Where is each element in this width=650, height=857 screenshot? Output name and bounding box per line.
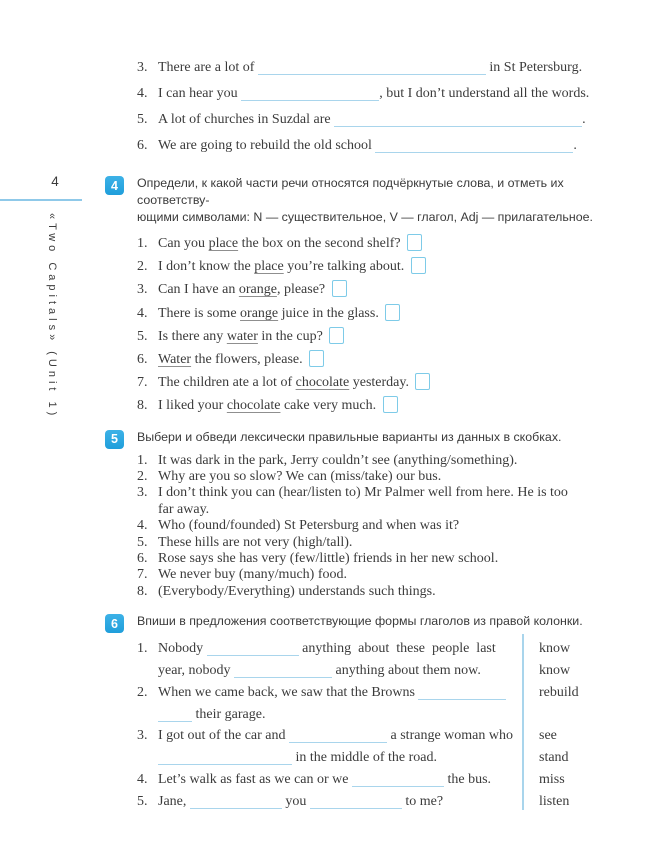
choice-item <box>137 584 635 600</box>
sentence-text: the box on the second shelf? <box>238 236 405 251</box>
choice-item <box>137 469 635 485</box>
blank-field[interactable] <box>310 797 402 809</box>
exercise-5-badge: 5 <box>105 430 124 449</box>
sentence-text: Is there any <box>158 328 227 344</box>
fill-in-sentence <box>137 791 522 813</box>
choice-item <box>137 567 635 583</box>
item-number: 7. <box>137 567 148 583</box>
fill-in-sentence <box>137 747 522 769</box>
answer-checkbox[interactable] <box>385 304 400 321</box>
item-number: 5. <box>137 328 148 344</box>
exercise-4 <box>105 175 635 418</box>
sentence-text: The children ate a lot of <box>158 375 296 391</box>
sentence-text: you’re talking about. <box>283 259 408 275</box>
exercise-6-items <box>137 638 635 812</box>
sentence-text: Rose says she has very (few/little) friends in her new school. <box>158 551 499 567</box>
part-of-speech-item <box>137 371 635 394</box>
fill-in-sentence <box>137 769 522 791</box>
fill-in-sentence <box>137 81 635 107</box>
item-number: 3. <box>137 728 148 744</box>
blank-field[interactable] <box>158 753 292 765</box>
verb-form-row <box>137 682 635 704</box>
choice-item <box>137 535 635 551</box>
item-number: 7. <box>137 375 148 391</box>
sentence-text: Jane, <box>158 793 190 809</box>
instruction-line: ющими символами: N — существительное, V — глагол, Adj — прилагательное. <box>137 210 593 224</box>
part-of-speech-item <box>137 302 635 325</box>
item-number: 6. <box>137 138 148 153</box>
verb-form-row <box>137 769 635 791</box>
underlined-word: orange <box>240 305 279 321</box>
blank-field[interactable] <box>352 775 444 787</box>
exercise-5 <box>105 429 635 601</box>
sentence-text: We never buy (many/much) food. <box>158 567 347 583</box>
fill-in-sentence <box>137 682 522 704</box>
sentence-text: Who (found/founded) St Petersburg and when was it? <box>158 518 460 534</box>
fill-in-sentence <box>137 725 522 747</box>
part-of-speech-item <box>137 348 635 371</box>
exercise-6-badge: 6 <box>105 614 124 633</box>
verb-hint <box>522 704 539 726</box>
item-number: 2. <box>137 469 148 485</box>
answer-checkbox[interactable] <box>407 234 422 251</box>
underlined-word: chocolate <box>295 375 350 391</box>
verb-hint: miss <box>539 772 565 788</box>
item-number: 6. <box>137 551 148 567</box>
choice-item <box>137 485 635 501</box>
blank-field[interactable] <box>234 666 332 678</box>
part-of-speech-item <box>137 255 635 278</box>
sentence-text: We are going to rebuild the old school <box>158 138 376 153</box>
answer-checkbox[interactable] <box>309 350 324 367</box>
part-of-speech-item <box>137 232 635 255</box>
sentence-text: in the middle of the road. <box>292 750 438 766</box>
exercise-4-items <box>137 232 635 418</box>
verb-column-divider <box>522 634 524 809</box>
sentence-text: cake very much. <box>280 398 380 414</box>
verb-hint: rebuild <box>539 684 579 700</box>
answer-checkbox[interactable] <box>415 373 430 390</box>
sentence-text: yesterday. <box>349 375 413 391</box>
choice-item <box>137 518 635 534</box>
sentence-text: the bus. <box>443 772 492 788</box>
sentence-text: I don’t know the <box>158 259 255 275</box>
item-number: 8. <box>137 583 148 599</box>
verb-form-row <box>137 704 635 726</box>
sentence-text: the flowers, please. <box>191 352 307 368</box>
page-number: 4 <box>51 174 59 189</box>
verb-form-row <box>137 725 635 747</box>
sentence-text: I can hear you <box>158 86 242 101</box>
item-number: 1. <box>137 236 148 251</box>
blank-field[interactable] <box>289 731 387 743</box>
choice-item <box>137 502 635 518</box>
exercise-5-instruction: Выбери и обведи лексически правильные варианты из данных в скобках. <box>137 429 562 444</box>
exercise-4-instruction <box>137 175 635 226</box>
verb-form-row <box>137 791 635 813</box>
exercise-6-instruction: Впиши в предложения соответствующие формы глаголов из правой колонки. <box>137 614 583 629</box>
verb-hint: know <box>539 641 571 657</box>
exercise-6 <box>105 613 635 812</box>
answer-checkbox[interactable] <box>332 280 347 297</box>
item-number: 8. <box>137 398 148 414</box>
sentence-text: a strange woman who <box>387 728 513 744</box>
item-number: 5. <box>137 793 148 809</box>
sentence-text: Let’s walk as fast as we can or we <box>158 772 352 788</box>
verb-hint: know <box>539 663 571 679</box>
instruction-line: Определи, к какой части речи относятся подчёркнутые слова, и отметь их соответству- <box>137 176 564 207</box>
choice-item <box>137 453 635 469</box>
item-number: 4. <box>137 772 148 788</box>
item-number: 5. <box>137 534 148 550</box>
sentence-text: I got out of the car and <box>158 728 290 744</box>
sentence-text: anything about these people last <box>298 641 496 657</box>
underlined-word: place <box>254 259 284 275</box>
item-number: 1. <box>137 452 148 468</box>
sentence-text: There is some <box>158 305 241 321</box>
item-number: 3. <box>137 485 148 501</box>
underlined-word: chocolate <box>226 398 281 414</box>
sentence-text: anything about them now. <box>332 663 481 679</box>
verb-form-row <box>137 747 635 769</box>
item-number: 4. <box>137 86 148 101</box>
sentence-text: I don’t think you can (hear/listen to) Mr Palmer well from here. He is too <box>158 485 568 501</box>
choice-item <box>137 551 635 567</box>
blank-field[interactable] <box>241 89 379 101</box>
sentence-text: , please? <box>276 282 329 298</box>
sentence-text: A lot of churches in Suzdal are <box>158 112 335 127</box>
underlined-word: water <box>226 328 258 344</box>
blank-field[interactable] <box>258 63 486 75</box>
fill-in-sentence <box>137 55 635 81</box>
sentence-text: to me? <box>401 793 444 809</box>
sentence-text: Can you <box>158 236 209 251</box>
sentence-text: Can I have an <box>158 282 239 298</box>
item-number: 2. <box>137 259 148 275</box>
blank-field[interactable] <box>158 710 192 722</box>
blank-field[interactable] <box>375 141 573 153</box>
fill-in-sentence <box>137 660 522 682</box>
item-number: 1. <box>137 641 148 657</box>
underlined-word: Water <box>158 352 192 368</box>
sentence-text: juice in the glass. <box>278 305 383 321</box>
verb-form-row <box>137 638 635 660</box>
sentence-text: There are a lot of <box>158 60 258 75</box>
sentence-text: (Everybody/Everything) understands such things. <box>158 583 436 599</box>
page-content <box>105 55 635 813</box>
sentence-text: year, nobody <box>158 663 235 679</box>
fill-in-sentence <box>137 107 635 133</box>
verb-hint: see <box>539 728 557 744</box>
exercise-5-items <box>137 453 635 601</box>
sentence-text: you <box>281 793 310 809</box>
underlined-word: orange <box>238 282 277 298</box>
sentence-text: It was dark in the park, Jerry couldn’t see (anything/something). <box>158 452 518 468</box>
sentence-text: When we came back, we saw that the Browns <box>158 684 419 700</box>
sentence-text: . <box>582 112 586 127</box>
unit-side-label: «Two Capitals» (Unit 1) <box>46 213 58 420</box>
sentence-text: . <box>573 138 577 153</box>
item-number: 5. <box>137 112 148 127</box>
answer-checkbox[interactable] <box>411 257 426 274</box>
verb-hint: listen <box>539 793 570 809</box>
sentence-text: in St Petersburg. <box>485 60 583 75</box>
item-number: 6. <box>137 352 148 368</box>
sentence-text: in the cup? <box>257 328 327 344</box>
part-of-speech-item <box>137 394 635 417</box>
item-number: 3. <box>137 60 148 75</box>
verb-form-row <box>137 660 635 682</box>
fill-in-sentence <box>137 638 522 660</box>
sentence-text: These hills are not very (high/tall). <box>158 534 353 550</box>
item-number: 4. <box>137 305 148 321</box>
answer-checkbox[interactable] <box>383 396 398 413</box>
fill-in-sentence <box>137 704 522 726</box>
fill-in-sentence <box>137 133 635 159</box>
underlined-word: place <box>208 236 239 251</box>
item-number: 2. <box>137 684 148 700</box>
item-number: 4. <box>137 518 148 534</box>
verb-hint: stand <box>539 750 569 766</box>
part-of-speech-item <box>137 278 635 301</box>
sentence-text: Why are you so slow? We can (miss/take) our bus. <box>158 469 442 485</box>
sentence-text: their garage. <box>192 706 266 722</box>
part-of-speech-item <box>137 325 635 348</box>
blank-field[interactable] <box>418 688 506 700</box>
sentence-text: far away. <box>158 501 210 517</box>
item-number: 3. <box>137 282 148 298</box>
blank-field[interactable] <box>207 644 299 656</box>
side-rule <box>0 199 82 201</box>
sentence-text: Nobody <box>158 641 207 657</box>
sentence-text: I liked your <box>158 398 227 414</box>
blank-field[interactable] <box>334 115 582 127</box>
sentence-text: , but I don’t understand all the words. <box>379 86 590 101</box>
exercise-4-badge: 4 <box>105 176 124 195</box>
intro-exercise-items <box>137 55 635 159</box>
blank-field[interactable] <box>190 797 282 809</box>
answer-checkbox[interactable] <box>329 327 344 344</box>
